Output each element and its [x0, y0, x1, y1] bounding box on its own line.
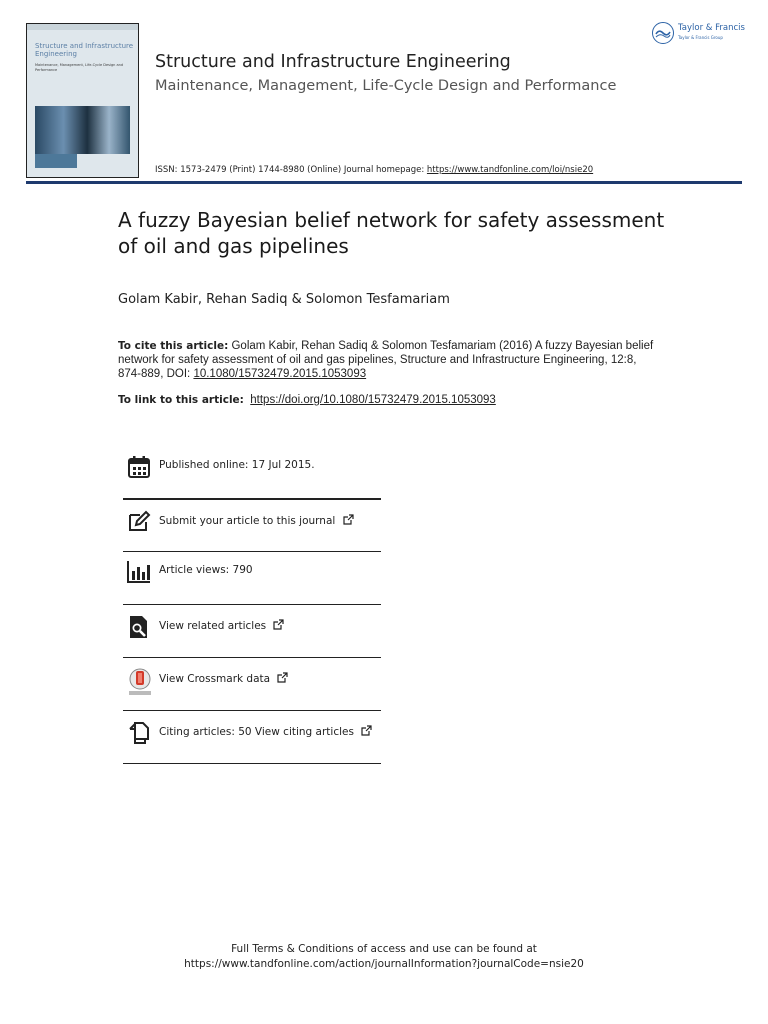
- article-doi-link[interactable]: https://doi.org/10.1080/15732479.2015.1053093: [250, 394, 496, 406]
- crossmark-item[interactable]: [123, 654, 381, 706]
- published-online-label: Published online: 17 Jul 2015.: [159, 459, 315, 471]
- search-document-icon: [127, 615, 151, 639]
- journal-homepage-link[interactable]: https://www.tandfonline.com/loi/nsie20: [426, 165, 594, 175]
- citing-articles-item[interactable]: [123, 707, 381, 759]
- publisher-name: Taylor & Francis: [678, 23, 745, 33]
- submit-article-item[interactable]: [123, 496, 381, 548]
- cite-doi-link[interactable]: 10.1080/15732479.2015.1053093: [193, 368, 367, 380]
- external-link-icon: [343, 514, 354, 525]
- list-divider: [123, 763, 381, 764]
- footer-terms-url[interactable]: https://www.tandfonline.com/action/journalInformation?journalCode=nsie20: [184, 958, 584, 970]
- cover-photo-small: [35, 154, 77, 168]
- cover-title: Structure and Infrastructure Engineering: [35, 42, 134, 58]
- header-divider: [26, 181, 742, 184]
- cite-text: Golam Kabir, Rehan Sadiq & Solomon Tesfamariam (2016) A fuzzy Bayesian belief network for safety assessment of oil and gas pipelines, Structure and Infrastructure Engineering, 12:8, 874-889, DOI:: [118, 340, 654, 380]
- journal-title: Structure and Infrastructure Engineering: [155, 52, 511, 72]
- publisher-group: Taylor & Francis Group: [678, 35, 723, 40]
- bar-chart-icon: [127, 560, 151, 584]
- footer: [0, 942, 768, 972]
- article-views-label: Article views: 790: [159, 564, 253, 576]
- issn-text: ISSN: 1573-2479 (Print) 1744-8980 (Online) Journal homepage:: [155, 165, 425, 175]
- journal-cover-image: [26, 23, 139, 178]
- cite-label: To cite this article:: [118, 340, 229, 352]
- cover-top-band: [27, 24, 138, 30]
- article-views-item: [123, 546, 381, 598]
- external-link-icon: [273, 619, 284, 630]
- external-link-icon: [277, 672, 288, 683]
- journal-subtitle: Maintenance, Management, Life-Cycle Design and Performance: [155, 78, 617, 94]
- citation-block: [118, 339, 658, 381]
- submit-article-link[interactable]: Submit your article to this journal: [159, 514, 354, 527]
- issn-line: [155, 165, 593, 175]
- related-articles-link[interactable]: View related articles: [159, 619, 284, 632]
- article-authors: Golam Kabir, Rehan Sadiq & Solomon Tesfamariam: [118, 292, 450, 307]
- link-label: To link to this article:: [118, 394, 244, 406]
- pencil-icon: [127, 510, 151, 534]
- article-link-line: [118, 394, 496, 406]
- cover-subtitle: Maintenance, Management, Life-Cycle Design and Performance: [35, 63, 124, 72]
- citing-icon: [127, 721, 151, 745]
- related-articles-item[interactable]: [123, 601, 381, 653]
- cover-photo-strip: [35, 106, 130, 154]
- published-online-item: [123, 441, 381, 493]
- publisher-wave-icon: [652, 22, 674, 44]
- footer-terms-text: Full Terms & Conditions of access and use can be found at: [231, 943, 537, 955]
- crossmark-link[interactable]: View Crossmark data: [159, 672, 288, 685]
- publisher-logo: [652, 21, 746, 47]
- calendar-icon: [127, 455, 151, 479]
- external-link-icon: [361, 725, 372, 736]
- crossmark-icon: [127, 668, 151, 692]
- article-title: A fuzzy Bayesian belief network for safety assessment of oil and gas pipelines: [118, 208, 665, 258]
- citing-articles-link[interactable]: Citing articles: 50 View citing articles: [159, 725, 372, 738]
